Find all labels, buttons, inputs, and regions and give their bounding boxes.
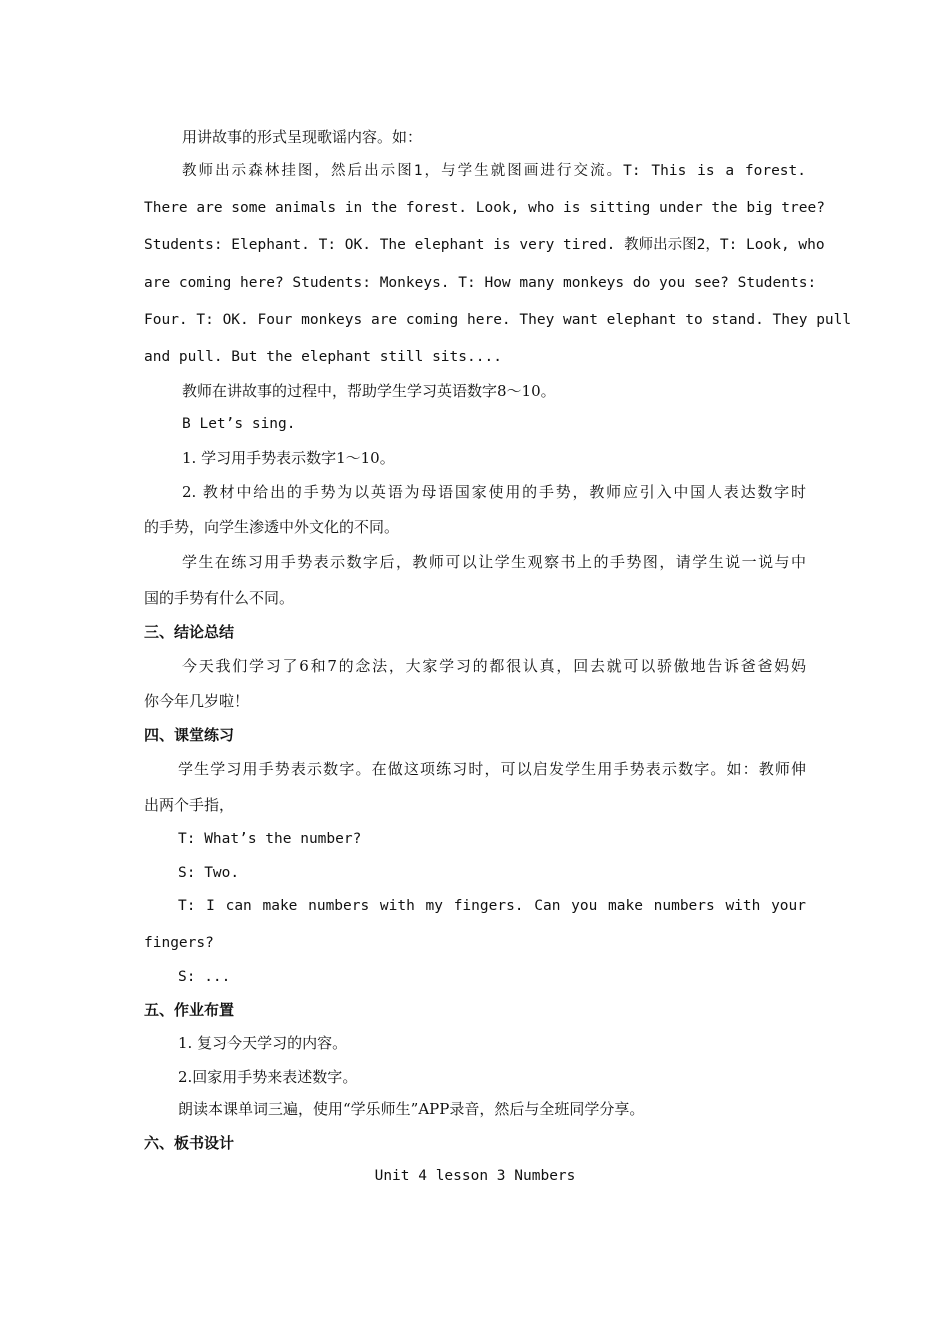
paragraph-line: 国的手势有什么不同。 xyxy=(144,589,295,607)
paragraph-line: 2.回家用手势来表述数字。 xyxy=(178,1068,358,1086)
paragraph-line: 学生在练习用手势表示数字后，教师可以让学生观察书上的手势图，请学生说一说与中 xyxy=(182,553,806,571)
paragraph-line: fingers? xyxy=(144,935,214,951)
paragraph-line: 1. 复习今天学习的内容。 xyxy=(178,1034,348,1052)
paragraph-line: are coming here? Students: Monkeys. T: How many monkeys do you see? Students: xyxy=(144,275,817,291)
paragraph-line: B Let’s sing. xyxy=(182,416,296,432)
paragraph-line: 2. 教材中给出的手势为以英语为母语国家使用的手势，教师应引入中国人表达数字时 xyxy=(182,483,806,501)
paragraph-line: S: ... xyxy=(178,969,231,985)
paragraph-line: 教师出示森林挂图，然后出示图1，与学生就图画进行交流。T: This is a forest. xyxy=(182,163,806,179)
paragraph-line: 朗读本课单词三遍，使用“学乐师生”APP录音，然后与全班同学分享。 xyxy=(178,1100,645,1118)
paragraph-line: 1. 学习用手势表示数字1～10。 xyxy=(182,449,395,467)
paragraph-line: T: What’s the number? xyxy=(178,831,362,847)
section-heading-practice: 四、课堂练习 xyxy=(144,726,235,744)
paragraph-line: 出两个手指， xyxy=(144,796,235,814)
board-title: Unit 4 lesson 3 Numbers xyxy=(374,1168,576,1184)
section-heading-conclusion: 三、结论总结 xyxy=(144,623,235,641)
paragraph-line: 你今年几岁啦！ xyxy=(144,692,250,710)
section-heading-homework: 五、作业布置 xyxy=(144,1001,235,1019)
paragraph-line: and pull. But the elephant still sits.... xyxy=(144,349,502,365)
paragraph-line: 今天我们学习了6和7的念法，大家学习的都很认真，回去就可以骄傲地告诉爸爸妈妈 xyxy=(182,657,806,675)
paragraph-line: Four. T: OK. Four monkeys are coming here. They want elephant to stand. They pull xyxy=(144,312,852,328)
paragraph-line: Students: Elephant. T: OK. The elephant is very tired. 教师出示图2，T: Look, who xyxy=(144,237,825,253)
paragraph-line: There are some animals in the forest. Look, who is sitting under the big tree? xyxy=(144,200,825,216)
paragraph-line: 学生学习用手势表示数字。在做这项练习时，可以启发学生用手势表示数字。如：教师伸 xyxy=(178,760,806,778)
paragraph-line: S: Two. xyxy=(178,865,240,881)
paragraph-line: 的手势，向学生渗透中外文化的不同。 xyxy=(144,518,400,536)
paragraph-line: 教师在讲故事的过程中，帮助学生学习英语数字8～10。 xyxy=(182,382,556,400)
paragraph-line: T: I can make numbers with my fingers. Can you make numbers with your xyxy=(178,898,806,914)
section-heading-board-design: 六、板书设计 xyxy=(144,1134,235,1152)
paragraph-line: 用讲故事的形式呈现歌谣内容。如： xyxy=(182,128,423,146)
